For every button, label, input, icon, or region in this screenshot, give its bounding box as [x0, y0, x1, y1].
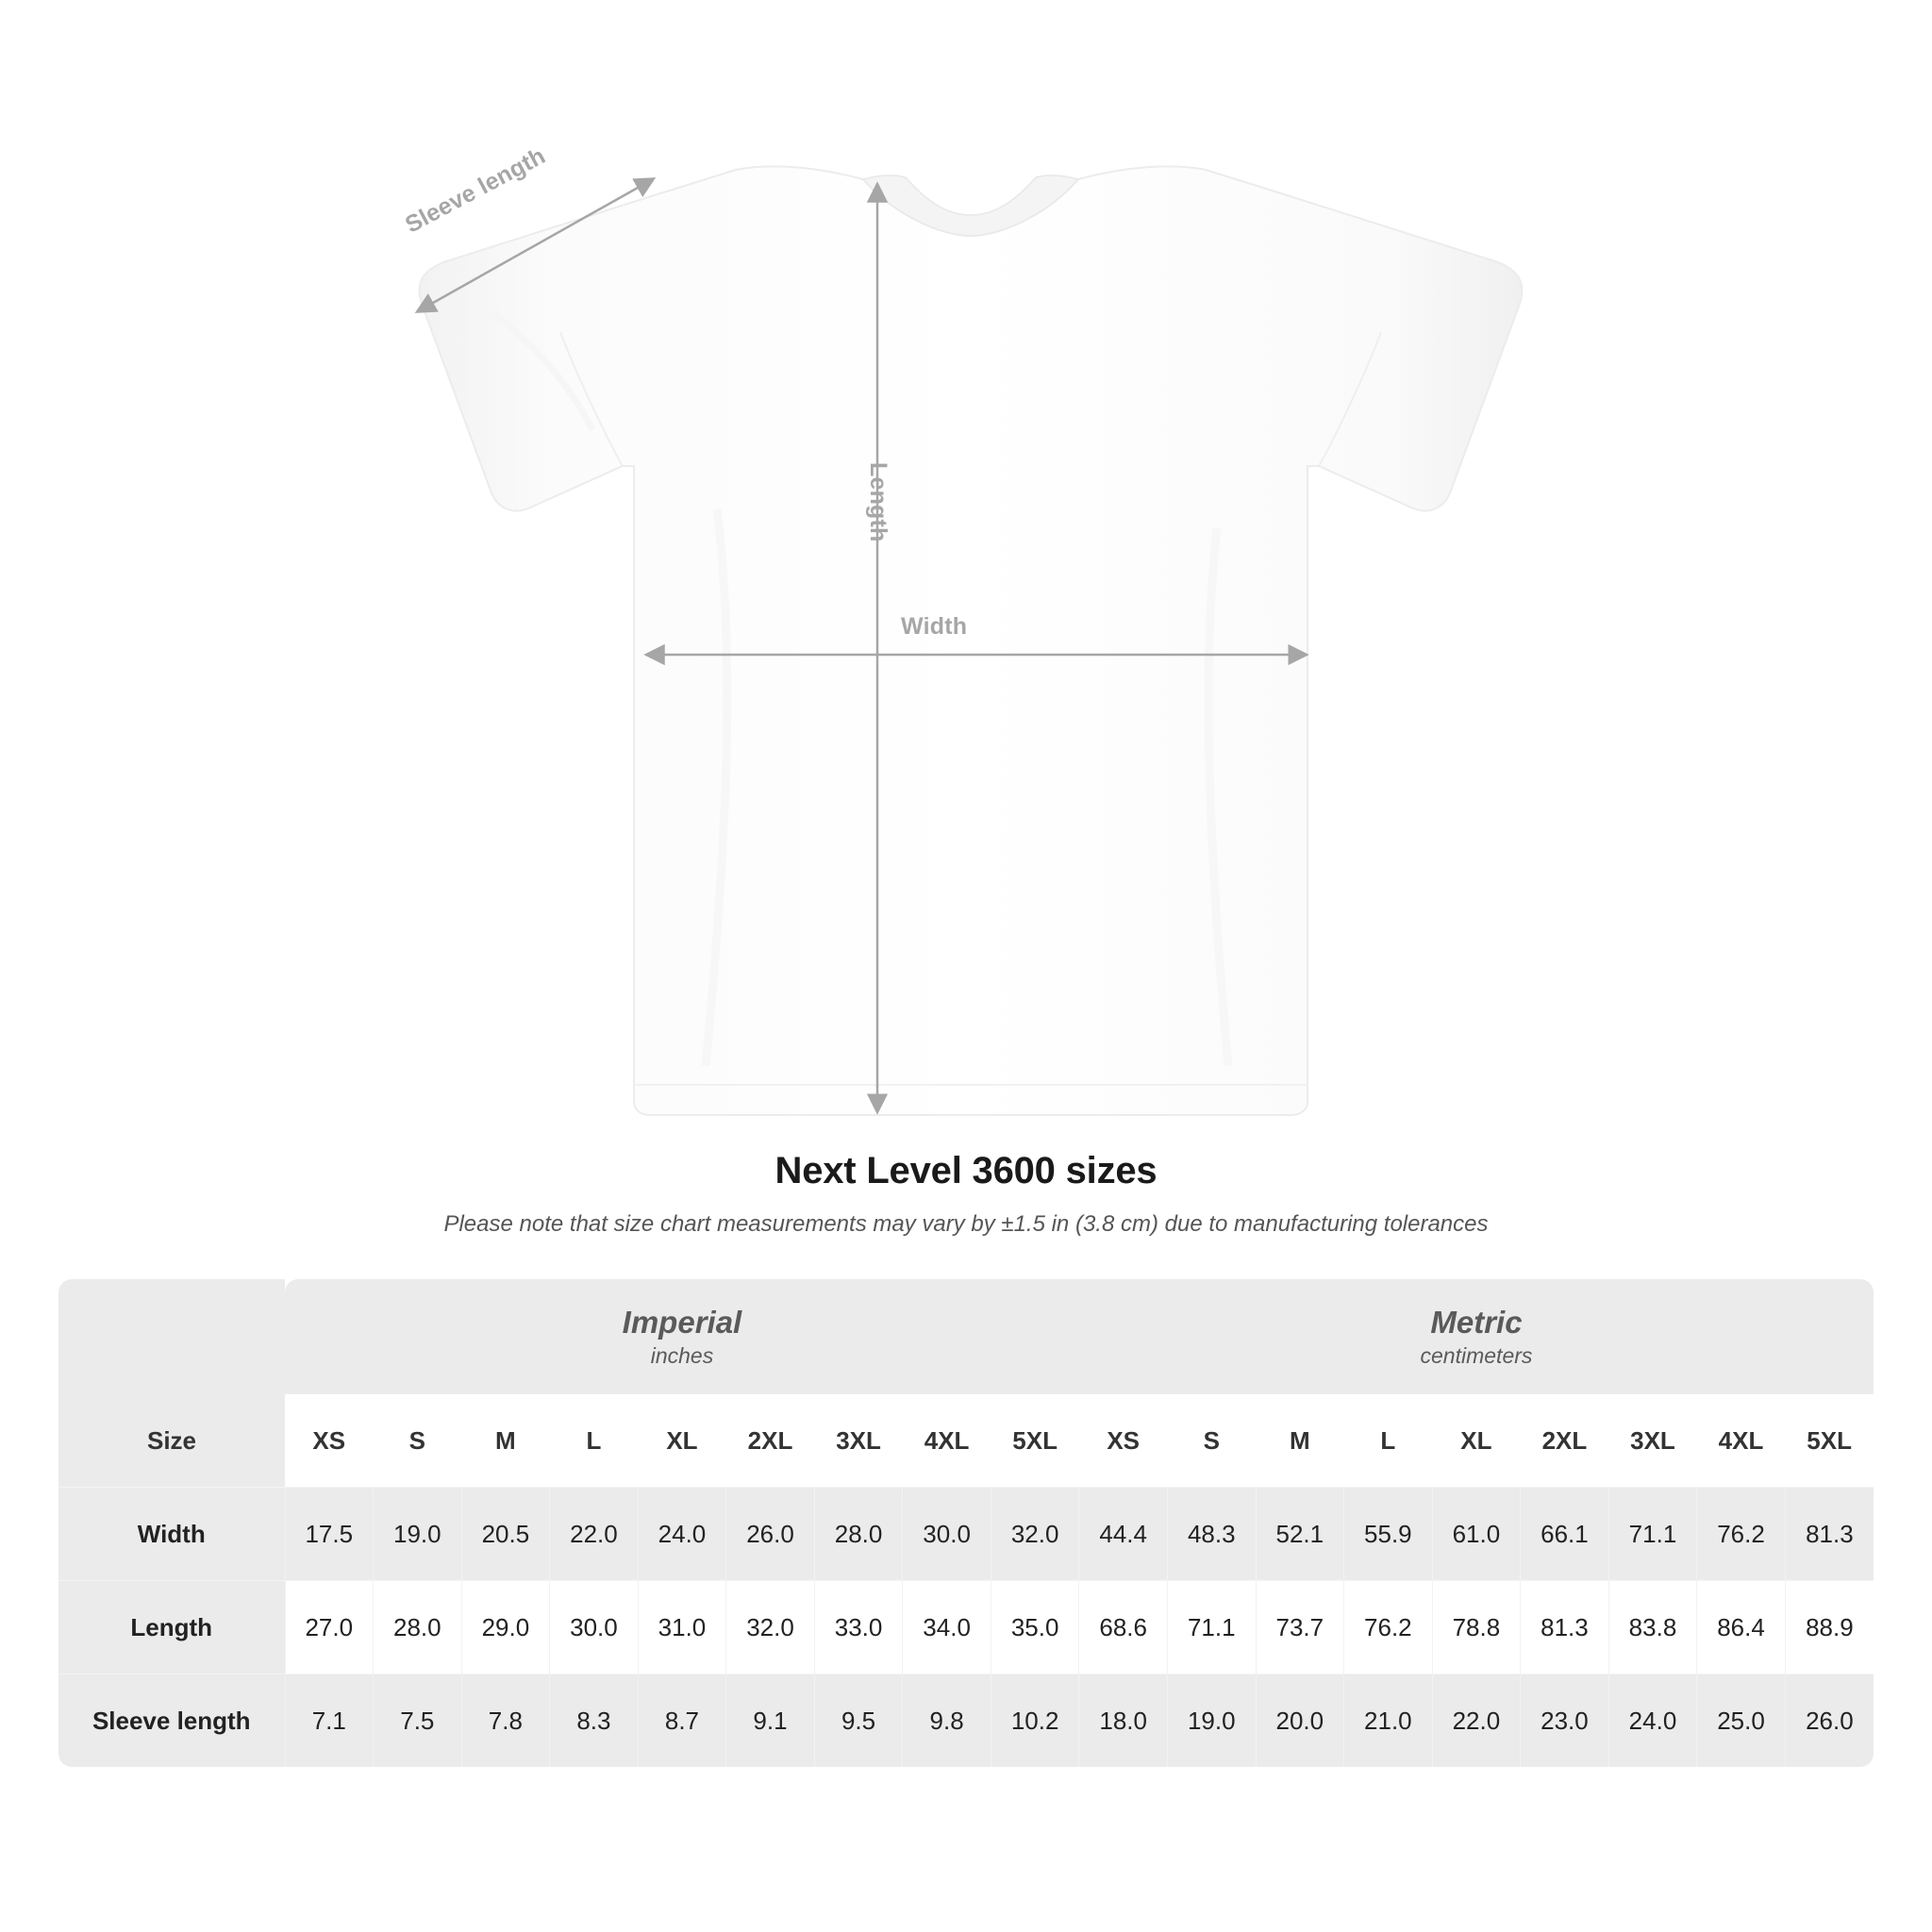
tolerance-note: Please note that size chart measurements may vary by ±1.5 in (3.8 cm) due to manufacturing tolerances	[443, 1211, 1489, 1237]
cell-value: 24.0	[638, 1488, 726, 1581]
size-col-header: 2XL	[1521, 1394, 1609, 1488]
cell-value: 33.0	[814, 1581, 903, 1674]
cell-value: 32.0	[991, 1488, 1079, 1581]
row-label-length: Length	[58, 1581, 285, 1674]
sleeve-length-label: Sleeve length	[401, 142, 550, 239]
length-label: Length	[865, 462, 891, 542]
row-label-sleeve-length: Sleeve length	[58, 1674, 285, 1768]
cell-value: 34.0	[903, 1581, 991, 1674]
cell-value: 30.0	[903, 1488, 991, 1581]
cell-value: 26.0	[1785, 1674, 1874, 1768]
cell-value: 76.2	[1697, 1488, 1786, 1581]
cell-value: 10.2	[991, 1674, 1079, 1768]
size-col-header: 3XL	[814, 1394, 903, 1488]
size-col-header: S	[374, 1394, 462, 1488]
cell-value: 71.1	[1608, 1488, 1697, 1581]
tshirt-shape	[420, 166, 1523, 1115]
size-col-header: 2XL	[726, 1394, 815, 1488]
size-col-header: L	[550, 1394, 639, 1488]
table-corner-cell	[58, 1279, 285, 1394]
cell-value: 18.0	[1079, 1674, 1168, 1768]
cell-value: 35.0	[991, 1581, 1079, 1674]
cell-value: 88.9	[1785, 1581, 1874, 1674]
cell-value: 26.0	[726, 1488, 815, 1581]
size-table	[58, 1279, 1874, 1767]
size-header-row	[58, 1394, 1874, 1488]
size-col-header: XS	[285, 1394, 374, 1488]
imperial-units: inches	[650, 1342, 714, 1368]
size-col-header: L	[1344, 1394, 1433, 1488]
cell-value: 9.8	[903, 1674, 991, 1768]
table-row	[58, 1581, 1874, 1674]
cell-value: 29.0	[461, 1581, 550, 1674]
cell-value: 8.3	[550, 1674, 639, 1768]
metric-units: centimeters	[1420, 1342, 1533, 1368]
cell-value: 8.7	[638, 1674, 726, 1768]
table-row	[58, 1674, 1874, 1768]
cell-value: 23.0	[1521, 1674, 1609, 1768]
size-col-header: 3XL	[1608, 1394, 1697, 1488]
cell-value: 7.5	[374, 1674, 462, 1768]
cell-value: 20.0	[1256, 1674, 1344, 1768]
cell-value: 44.4	[1079, 1488, 1168, 1581]
cell-value: 9.5	[814, 1674, 903, 1768]
cell-value: 86.4	[1697, 1581, 1786, 1674]
cell-value: 21.0	[1344, 1674, 1433, 1768]
size-col-header: XL	[1432, 1394, 1521, 1488]
size-col-header: 5XL	[991, 1394, 1079, 1488]
size-col-header: XS	[1079, 1394, 1168, 1488]
cell-value: 32.0	[726, 1581, 815, 1674]
size-col-header: 4XL	[903, 1394, 991, 1488]
cell-value: 81.3	[1521, 1581, 1609, 1674]
cell-value: 78.8	[1432, 1581, 1521, 1674]
cell-value: 68.6	[1079, 1581, 1168, 1674]
unit-group-row	[58, 1279, 1874, 1394]
cell-value: 61.0	[1432, 1488, 1521, 1581]
cell-value: 83.8	[1608, 1581, 1697, 1674]
cell-value: 22.0	[1432, 1674, 1521, 1768]
cell-value: 9.1	[726, 1674, 815, 1768]
size-col-header: M	[1256, 1394, 1344, 1488]
cell-value: 22.0	[550, 1488, 639, 1581]
table-row	[58, 1488, 1874, 1581]
size-col-header: M	[461, 1394, 550, 1488]
size-col-header: 4XL	[1697, 1394, 1786, 1488]
size-header-cell: Size	[58, 1394, 285, 1488]
cell-value: 55.9	[1344, 1488, 1433, 1581]
cell-value: 17.5	[285, 1488, 374, 1581]
cell-value: 76.2	[1344, 1581, 1433, 1674]
cell-value: 48.3	[1167, 1488, 1256, 1581]
cell-value: 19.0	[1167, 1674, 1256, 1768]
imperial-label: Imperial	[622, 1305, 742, 1341]
cell-value: 30.0	[550, 1581, 639, 1674]
page-title: Next Level 3600 sizes	[774, 1150, 1158, 1191]
cell-value: 52.1	[1256, 1488, 1344, 1581]
size-col-header: S	[1167, 1394, 1256, 1488]
cell-value: 19.0	[374, 1488, 462, 1581]
cell-value: 7.8	[461, 1674, 550, 1768]
metric-group-header	[1079, 1279, 1874, 1394]
title-block	[0, 1150, 1932, 1238]
row-label-width: Width	[58, 1488, 285, 1581]
cell-value: 20.5	[461, 1488, 550, 1581]
cell-value: 27.0	[285, 1581, 374, 1674]
cell-value: 24.0	[1608, 1674, 1697, 1768]
cell-value: 31.0	[638, 1581, 726, 1674]
cell-value: 81.3	[1785, 1488, 1874, 1581]
width-label: Width	[901, 613, 968, 640]
size-col-header: XL	[638, 1394, 726, 1488]
cell-value: 71.1	[1167, 1581, 1256, 1674]
cell-value: 25.0	[1697, 1674, 1786, 1768]
metric-label: Metric	[1430, 1305, 1523, 1341]
size-col-header: 5XL	[1785, 1394, 1874, 1488]
cell-value: 7.1	[285, 1674, 374, 1768]
cell-value: 73.7	[1256, 1581, 1344, 1674]
cell-value: 28.0	[374, 1581, 462, 1674]
imperial-group-header	[285, 1279, 1079, 1394]
size-table-container	[58, 1279, 1874, 1767]
cell-value: 66.1	[1521, 1488, 1609, 1581]
cell-value: 28.0	[814, 1488, 903, 1581]
